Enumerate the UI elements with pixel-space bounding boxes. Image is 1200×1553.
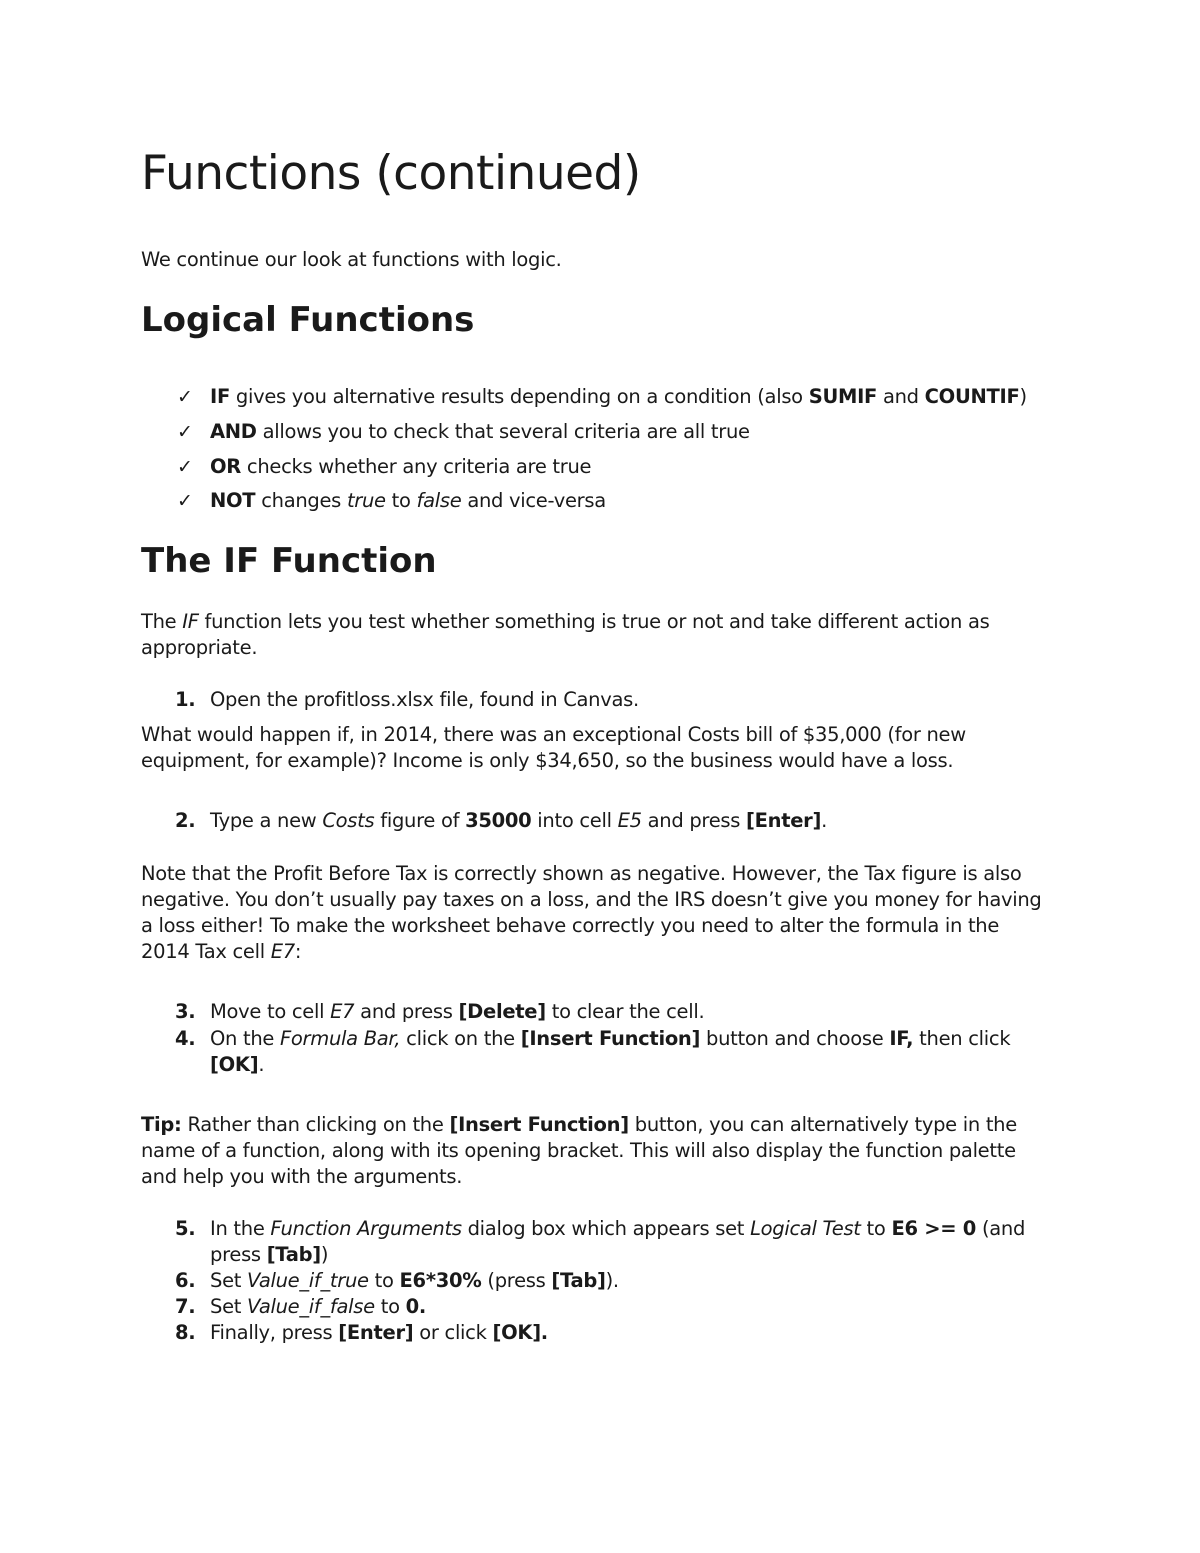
heading-logical-functions: Logical Functions [141,300,475,340]
tip-paragraph: name of a function, along with its opening bracket. This will also display the function palette [141,1139,1016,1162]
paragraph: 2014 Tax cell E7: [141,940,302,963]
paragraph: equipment, for example)? Income is only $34,650, so the business would have a loss. [141,749,954,772]
paragraph: Note that the Profit Before Tax is correctly shown as negative. However, the Tax figure is also [141,862,1022,885]
paragraph: appropriate. [141,636,258,659]
paragraph: a loss either! To make the worksheet behave correctly you need to alter the formula in the [141,914,1000,937]
checkmark-icon: ✓ [177,490,193,512]
checkmark-icon: ✓ [177,421,193,443]
checkmark-icon: ✓ [177,456,193,478]
heading-if-function: The IF Function [141,541,437,581]
page-title: Functions (continued) [141,146,641,201]
paragraph: The IF function lets you test whether something is true or not and take different action as [141,610,990,633]
tip-paragraph: and help you with the arguments. [141,1165,463,1188]
paragraph: negative. You don’t usually pay taxes on a loss, and the IRS doesn’t give you money for having [141,888,1042,911]
tip-paragraph: Tip: Rather than clicking on the [Insert Function] button, you can alternatively type in the [141,1113,1017,1136]
checkmark-icon: ✓ [177,386,193,408]
paragraph: What would happen if, in 2014, there was an exceptional Costs bill of $35,000 (for new [141,723,966,746]
intro-paragraph: We continue our look at functions with logic. [141,248,562,271]
